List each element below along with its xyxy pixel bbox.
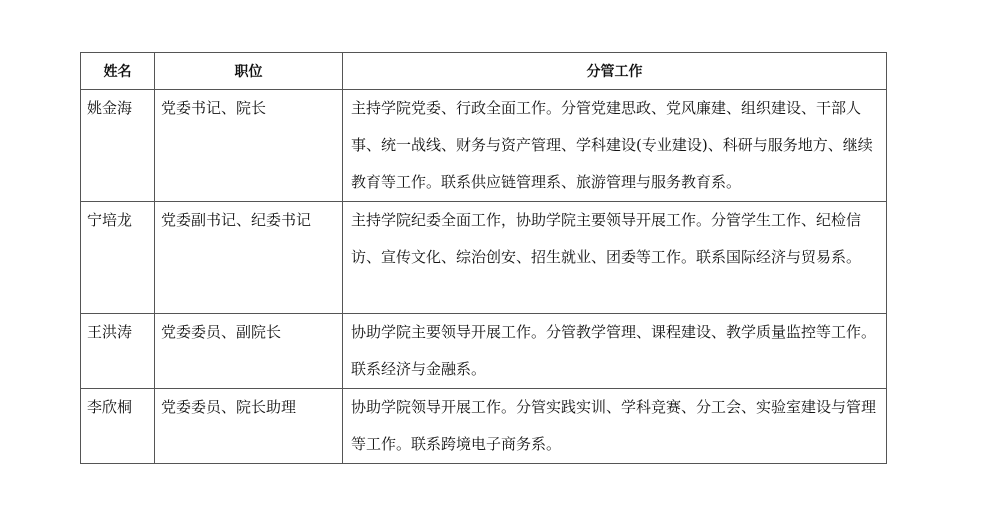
header-name: 姓名 xyxy=(81,53,155,90)
cell-name: 李欣桐 xyxy=(81,389,155,464)
cell-position: 党委副书记、纪委书记 xyxy=(155,202,343,314)
cell-duties: 主持学院党委、行政全面工作。分管党建思政、党风廉建、组织建设、干部人事、统一战线、财务与资产管理、学科建设(专业建设)、科研与服务地方、继续教育等工作。联系供应链管理系、旅游管理与服务教育系。 xyxy=(343,90,887,202)
leadership-duty-table xyxy=(80,52,887,464)
cell-duties: 协助学院主要领导开展工作。分管教学管理、课程建设、教学质量监控等工作。联系经济与金融系。 xyxy=(343,314,887,389)
table-row xyxy=(81,389,887,464)
table-row xyxy=(81,314,887,389)
cell-position: 党委委员、院长助理 xyxy=(155,389,343,464)
header-position: 职位 xyxy=(155,53,343,90)
cell-name: 王洪涛 xyxy=(81,314,155,389)
table-row xyxy=(81,90,887,202)
table-header-row xyxy=(81,53,887,90)
header-duties: 分管工作 xyxy=(343,53,887,90)
table-row xyxy=(81,202,887,314)
cell-name: 姚金海 xyxy=(81,90,155,202)
cell-name: 宁培龙 xyxy=(81,202,155,314)
cell-position: 党委委员、副院长 xyxy=(155,314,343,389)
cell-position: 党委书记、院长 xyxy=(155,90,343,202)
cell-duties: 协助学院领导开展工作。分管实践实训、学科竞赛、分工会、实验室建设与管理等工作。联系跨境电子商务系。 xyxy=(343,389,887,464)
cell-duties: 主持学院纪委全面工作，协助学院主要领导开展工作。分管学生工作、纪检信访、宣传文化、综治创安、招生就业、团委等工作。联系国际经济与贸易系。 xyxy=(343,202,887,314)
